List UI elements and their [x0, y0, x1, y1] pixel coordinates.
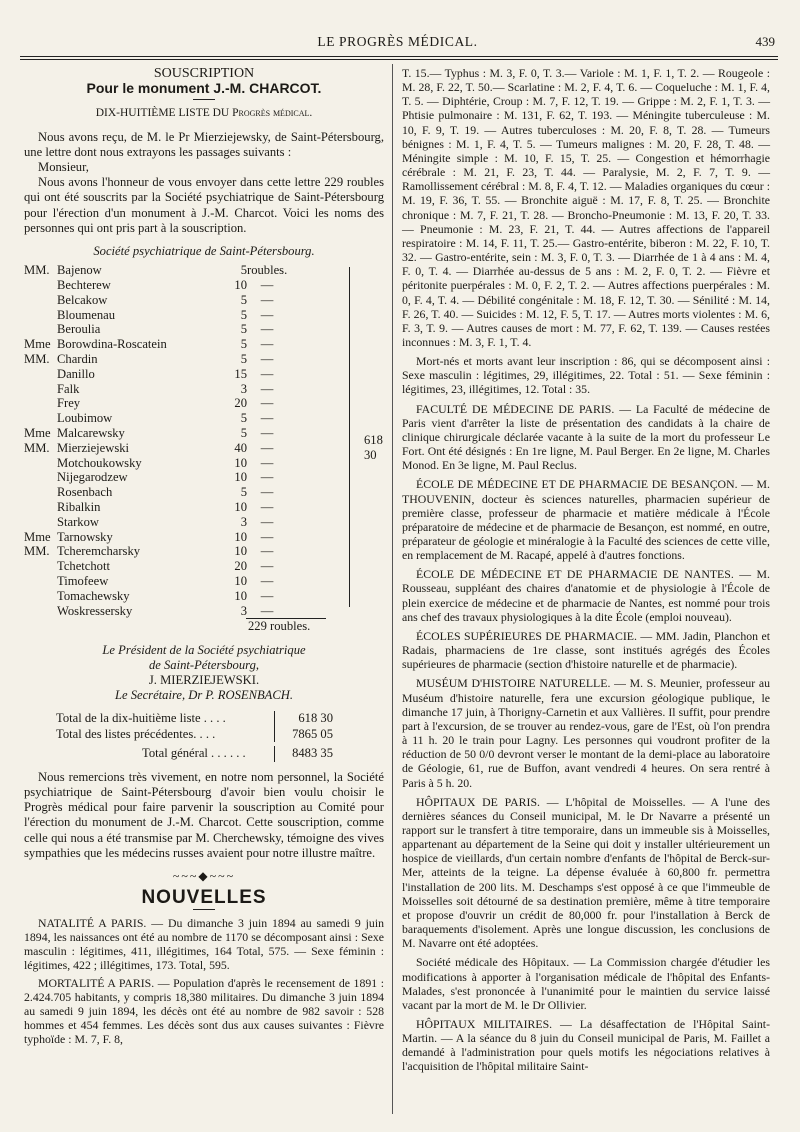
donor-row	[24, 544, 384, 559]
total-row	[24, 727, 384, 743]
donor-name: Bloumenau	[57, 307, 116, 322]
donor-name: Tchetchott	[57, 559, 110, 574]
donor-row	[24, 308, 384, 323]
donor-row	[24, 382, 384, 397]
donor-row	[24, 589, 384, 604]
donor-title: MM.	[24, 352, 50, 367]
donor-amount: 5	[240, 426, 247, 440]
donor-unit: —	[260, 381, 274, 396]
title-separator	[193, 99, 215, 100]
donor-row	[24, 263, 384, 278]
donor-name: Borowdina-Roscatein	[57, 337, 167, 352]
donor-name: Woskressersky	[57, 603, 133, 618]
donor-name: Timofeew	[57, 573, 109, 588]
donor-amount: 5	[240, 485, 247, 500]
donor-name: Rosenbach	[57, 485, 113, 500]
secretary-line: Le Secrétaire, Dr P. ROSENBACH.	[114, 688, 294, 703]
donor-row	[24, 322, 384, 337]
totals-table	[24, 711, 384, 742]
page-number: 439	[755, 34, 775, 49]
donor-list	[24, 263, 384, 618]
donor-name: Beroulia	[57, 322, 101, 337]
donor-unit: —	[260, 307, 274, 322]
donor-name: Frey	[57, 396, 81, 411]
grand-total-row	[24, 746, 384, 762]
donor-name: Malcarewsky	[57, 426, 125, 440]
donor-unit: —	[260, 411, 274, 426]
donor-name: Starkow	[57, 514, 99, 529]
donor-amount: 5	[240, 322, 247, 337]
donor-title: MM.	[24, 544, 50, 559]
donor-unit: —	[260, 440, 274, 455]
donor-name: Mierziejewski	[57, 440, 130, 455]
donor-name: Bechterew	[57, 278, 111, 293]
mort-nes-paragraph: Mort-nés et morts avant leur inscription : 86, qui se décomposent ainsi : Sexe masculin : légitimes, 29, illégitimes, 22. Total : 51. — Sexe féminin : légitimes, 23, illégitimes, 12. Total : 35.	[402, 354, 770, 397]
societe-medicale-paragraph: Société médicale des Hôpitaux. — La Commission chargée d'étudier les modifications à apporter à l'organisation médicale de l'hôpital des Enfants-Malades, s'est prononcée à l'unanimité pour le maintien du service laissé vacant par la mort de M. le Dr Ollivier.	[402, 955, 770, 1012]
donor-row	[24, 411, 384, 426]
nouvelles-title: NOUVELLES	[141, 887, 267, 909]
donor-amount: 5	[240, 292, 247, 307]
mortalite-paragraph: MORTALITÉ A PARIS. — Population d'après le recensement de 1891 : 2.424.705 habitants, y compris 18,380 militaires. Du dimanche 3 juin 1894 au samedi 9 juin 1894, les décès ont été au nombre de 982 savoir : 528 hommes et 454 femmes. Les décès sont dus aux causes suivantes : Fièvre typhoïde : M. 7, F. 8,	[24, 975, 384, 1046]
pharmacie-paragraph: ÉCOLES SUPÉRIEURES DE PHARMACIE. — MM. Jadin, Planchon et Radais, pharmaciens de 1re classe, sont institués agrégés des Écoles supérieures de pharmacie (section d'histoire naturelle et de pharmacie).	[402, 628, 770, 672]
president-name: J. MIERZIEJEWSKI.	[148, 672, 260, 687]
ornament: ~~~◆~~~	[172, 869, 236, 884]
donor-name: Nijegarodzew	[57, 470, 128, 485]
donor-row	[24, 441, 384, 456]
monument-title: Pour le monument J.-M. CHARCOT.	[86, 80, 322, 97]
donor-amount: 5	[240, 411, 247, 426]
donor-unit: —	[260, 455, 274, 470]
donor-name: Belcakow	[57, 292, 108, 307]
hopitaux-militaires-paragraph: HÔPITAUX MILITAIRES. — La désaffectation de l'Hôpital Saint-Martin. — A la séance du 8 juin du Conseil municipal de Paris, M. Faillet a demandé à l'administration pour quels motifs les négociations relatives à l'acquisition de l'hôpital militaire Saint-	[402, 1017, 770, 1074]
donor-unit: —	[260, 278, 274, 293]
total-label: Total des listes précédentes. . . .	[56, 726, 216, 741]
donor-name: Falk	[57, 381, 80, 396]
donor-amount: 40	[234, 440, 247, 455]
donor-row	[24, 352, 384, 367]
donor-unit: —	[260, 588, 274, 603]
donor-name: Loubimow	[57, 411, 113, 426]
donor-amount: 5	[240, 263, 247, 278]
besancon-paragraph: ÉCOLE DE MÉDECINE ET DE PHARMACIE DE BESANÇON. — M. THOUVENIN, docteur ès sciences naturelles, pharmacien supérieur de première classe, professeur de pharmacie et matière médicale à l'École préparatoire de médecine et de pharmacie de Besançon, est nommé, en outre, préparateur de géologie et minéralogie à la Faculté des sciences de cette ville, en remplacement de M. Racapé, appelé à d'autres fonctions.	[402, 477, 770, 563]
president-line1: Le Président de la Société psychiatrique	[102, 642, 306, 657]
left-column	[24, 66, 384, 1046]
donor-amount: 10	[234, 588, 247, 603]
intro-paragraph: Nous avons reçu, de M. le Pr Mierziejewsky, de Saint-Pétersbourg, une lettre dont nous extrayons les passages suivants :	[24, 129, 384, 159]
donor-unit: —	[260, 544, 274, 559]
donor-unit: —	[260, 529, 274, 544]
donor-amount: 10	[234, 470, 247, 485]
list-label: DIX-HUITIÈME LISTE DU Progrès médical.	[95, 107, 313, 120]
donor-title: Mme	[24, 426, 51, 440]
donor-title: MM.	[24, 263, 50, 278]
donor-unit: —	[260, 499, 274, 514]
donor-row	[24, 293, 384, 308]
donor-amount: 20	[234, 396, 247, 411]
donor-row	[24, 485, 384, 500]
donor-amount: 10	[234, 499, 247, 514]
society-heading: Société psychiatrique de Saint-Pétersbourg.	[93, 244, 315, 259]
donor-row	[24, 530, 384, 545]
donor-name: Ribalkin	[57, 499, 101, 514]
grand-total-value: 8483 35	[274, 746, 333, 761]
salutation: Monsieur,	[38, 160, 89, 175]
donor-title: Mme	[24, 337, 51, 352]
donor-row	[24, 426, 384, 441]
total-value: 618 30	[274, 711, 333, 726]
total-value: 7865 05	[274, 727, 333, 742]
total-label: Total de la dix-huitième liste . . . .	[56, 711, 226, 726]
donor-row	[24, 337, 384, 352]
donor-amount: 5	[240, 352, 247, 367]
grand-total-label: Total général . . . . . .	[142, 746, 246, 761]
list-brace	[349, 267, 356, 607]
running-header	[20, 32, 775, 54]
donor-row	[24, 515, 384, 530]
thanks-paragraph: Nous remercions très vivement, en notre nom personnel, la Société psychiatrique de Saint-Pétersbourg d'avoir bien voulu choisir le Progrès médical pour faire parvenir la souscription au Comité pour l'érection du monument de J.-M. Charcot. Cette souscription, comme celle qui nous a été transmise par M. Cherchewsky, témoigne des vives sympathies que les médecins russes avaient pour notre illustre maître.	[24, 769, 384, 860]
causes-of-death: T. 15.— Typhus : M. 3, F. 0, T. 3.— Variole : M. 1, F. 1, T. 2. — Rougeole : M. 28, F. 22, T. 50.— Scarlatine : M. 2, F. 4, T. 6. — Coqueluche : M. 1, F. 4, T. 5. — Diphtérie, Croup : M. 7, F. 12, T. 19. — Grippe : M. 2, F. 1, T. 3. — Phtisie pulmonaire : M. 131, F. 62, T. 193. — Méningite tuberculeuse : M. 10, F. 9, T. 19. — Autres tuberculoses : M. 20, F. 8, T. 28. — Tumeurs bénignes : M. 1, F. 4, T. 5. — Tumeurs malignes : M. 20, F. 28, T. 48. — Méningite simple : M. 10, F. 15, T. 25. — Congestion et hémorrhagie cérébrale : M. 21, F. 23, T. 44. — Paralysie, M. 2, F. 7, T. 9. — Ramollissement cérébral : M. 8, F. 4, T. 12. — Maladies organiques du cœur : M. 19, F. 36, T. 55. — Bronchite aiguë : M. 17, F. 8, T. 25. — Bronchite chronique : M. 7, F. 21, T. 28. — Broncho-Pneumonie : M. 13, F. 20, T. 33. — Pneumonie : M. 23, F. 21, T. 44. — Autres affections de l'appareil respiratoire : M. 14, F. 11, T. 25.— Gastro-entérite, biberon : M. 22, F. 10, T. 32. — Gastro-entérite, sein : M. 3, F. 0, T. 3. — Diarrhée de 1 à 4 ans : M. 4, F. 0, T. 4. — Diarrhée au-dessus de 5 ans : M. 2, F. 0, T. 2. — Fièvre et péritonite puerpérales : M. 0, F. 2, T. 2. — Autres affections puerpérales : M. 0, F. 4, T. 4. — Débilité congénitale : M. 18, F. 12, T. 30. — Sénilité : M. 14, F. 26, T. 40. — Suicides : M. 12, F. 5, T. 17. — Autres morts violentes : M. 6, F. 3, T. 9. — Autres causes de mort : M. 77, F. 62, T. 139. — Causes restées inconnues : M. 3, F. 1, T. 4.	[402, 66, 770, 349]
total-row	[24, 711, 384, 727]
donor-unit: —	[260, 559, 274, 574]
donor-unit: —	[260, 322, 274, 337]
donor-amount: 5	[240, 307, 247, 322]
donor-unit: —	[260, 352, 274, 367]
donor-amount: 10	[234, 573, 247, 588]
donor-row	[24, 367, 384, 382]
donor-name: Tomachewsky	[57, 588, 130, 603]
donor-row	[24, 278, 384, 293]
donor-amount: 3	[240, 514, 247, 529]
donor-amount: 15	[234, 366, 247, 381]
nantes-paragraph: ÉCOLE DE MÉDECINE ET DE PHARMACIE DE NANTES. — M. Rousseau, suppléant des chaires d'anatomie et de physiologie à l'École de plein exercice de médecine et de pharmacie de Nantes, est nommé pour trois ans chef des travaux physiologiques à la dite École (emploi nouveau).	[402, 567, 770, 624]
nouvelles-separator	[193, 909, 215, 910]
donor-name: Danillo	[57, 366, 95, 381]
museum-paragraph: MUSÉUM D'HISTOIRE NATURELLE. — M. S. Meunier, professeur au Muséum d'histoire naturelle, fera une excursion géologique publique, le dimanche 17 juin, à Thorigny-Carnetin et aux Vallières. Il suffit, pour prendre part à l'excursion, de se trouver au rendez-vous, gare de l'Est, où l'on prendra à 11 h. 20 le train pour Lagny. Les personnes qui voudront profiter de la réduction de 50 0/0 devront verser le montant de la demi-place au laboratoire de Géologie, 61, rue de Buffon, avant vendredi 4 heures. On sera rentré à Paris à 5 h. 20.	[402, 676, 770, 790]
list-total: 229 roubles.	[248, 619, 311, 634]
hopitaux-paris-paragraph: HÔPITAUX DE PARIS. — L'hôpital de Moisselles. — A l'une des dernières séances du Conseil municipal, M. le Dr Navarre a présenté un rapport sur le transfert à titre temporaire, dans un immeuble sis à Moisselles, appartenant au département de la Seine qui doit y installer ultérieurement un hospice de vieillards, d'un certain nombre d'enfants de l'hôpital de Berck-sur-Mer, atteints de la teigne. La dépense évaluée à 60,800 fr. permettra l'installation de 200 lits. M. Deschamps s'est opposé à ce que l'immeuble de Moisselles soit détourné de sa destination première, même à titre temporaire et propose d'ouvrir un crédit de 80,000 fr. pour l'installation à Berck de baraquements d'isolement. Après une longue discussion, les conclusions de M. Navarre ont été adoptées.	[402, 794, 770, 951]
donor-row	[24, 559, 384, 574]
donor-amount: 3	[240, 381, 247, 396]
president-line2: de Saint-Pétersbourg,	[148, 657, 260, 672]
donor-unit: —	[260, 337, 274, 352]
donor-unit: —	[260, 603, 274, 618]
donor-unit: —	[260, 426, 274, 440]
donor-unit: —	[260, 485, 274, 500]
donor-amount: 10	[234, 455, 247, 470]
donor-amount: 3	[240, 603, 247, 618]
letter-paragraph: Nous avons l'honneur de vous envoyer dans cette lettre 229 roubles qui ont été souscrits par la Société psychiatrique de Saint-Pétersbourg pour l'érection d'un monument à J.-M. Charcot. Voici les noms des personnes qui ont pris part à la souscription.	[24, 175, 384, 235]
donor-name: Motchoukowsky	[57, 455, 142, 470]
donor-unit: —	[260, 396, 274, 411]
natalite-paragraph: NATALITÉ A PARIS. — Du dimanche 3 juin 1894 au samedi 9 juin 1894, les naissances ont été au nombre de 1170 se décomposant ainsi : Sexe masculin : légitimes, 411, illégitimes, 164 Total, 575. — Sexe féminin : légitimes, 422 ; illégitimes, 173. Total, 595.	[24, 915, 384, 972]
donor-row	[24, 396, 384, 411]
donor-row	[24, 500, 384, 515]
donor-unit: —	[260, 292, 274, 307]
right-column	[402, 66, 770, 1079]
donor-amount: 20	[234, 559, 247, 574]
donor-amount: 10	[234, 278, 247, 293]
donor-name: Chardin	[57, 352, 98, 367]
donor-amount: 10	[234, 529, 247, 544]
donor-row	[24, 456, 384, 471]
donor-unit: —	[260, 470, 274, 485]
donor-row	[24, 574, 384, 589]
header-rule	[20, 56, 778, 57]
donor-unit: roubles.	[247, 263, 288, 278]
donor-name: Bajenow	[57, 263, 102, 278]
donor-row	[24, 470, 384, 485]
donor-title: Mme	[24, 529, 51, 544]
donor-name: Tcheremcharsky	[57, 544, 141, 559]
donor-name: Tarnowsky	[57, 529, 113, 544]
souscription-title: SOUSCRIPTION	[153, 66, 255, 81]
brace-total: 618 30	[364, 433, 383, 463]
donor-amount: 5	[240, 337, 247, 352]
donor-unit: —	[260, 366, 274, 381]
faculte-paris-paragraph: FACULTÉ DE MÉDECINE DE PARIS. — La Faculté de médecine de Paris vient d'arrêter la liste de présentation des candidats à la chaire de clinique chirurgicale déclarée vacante à la suite de la mort du professeur Le Fort. Ont été désignés : En 1re ligne, M. Paul Berger. En 2e ligne, M. Charles Monod. En 3e ligne, M. Paul Reclus.	[402, 401, 770, 473]
donor-amount: 10	[234, 544, 247, 559]
donor-unit: —	[260, 573, 274, 588]
column-divider	[392, 64, 393, 1114]
donor-title: MM.	[24, 440, 50, 455]
header-rule-thin	[20, 59, 778, 60]
donor-unit: —	[260, 514, 274, 529]
donor-row	[24, 604, 384, 619]
journal-title: LE PROGRÈS MÉDICAL.	[317, 34, 478, 49]
